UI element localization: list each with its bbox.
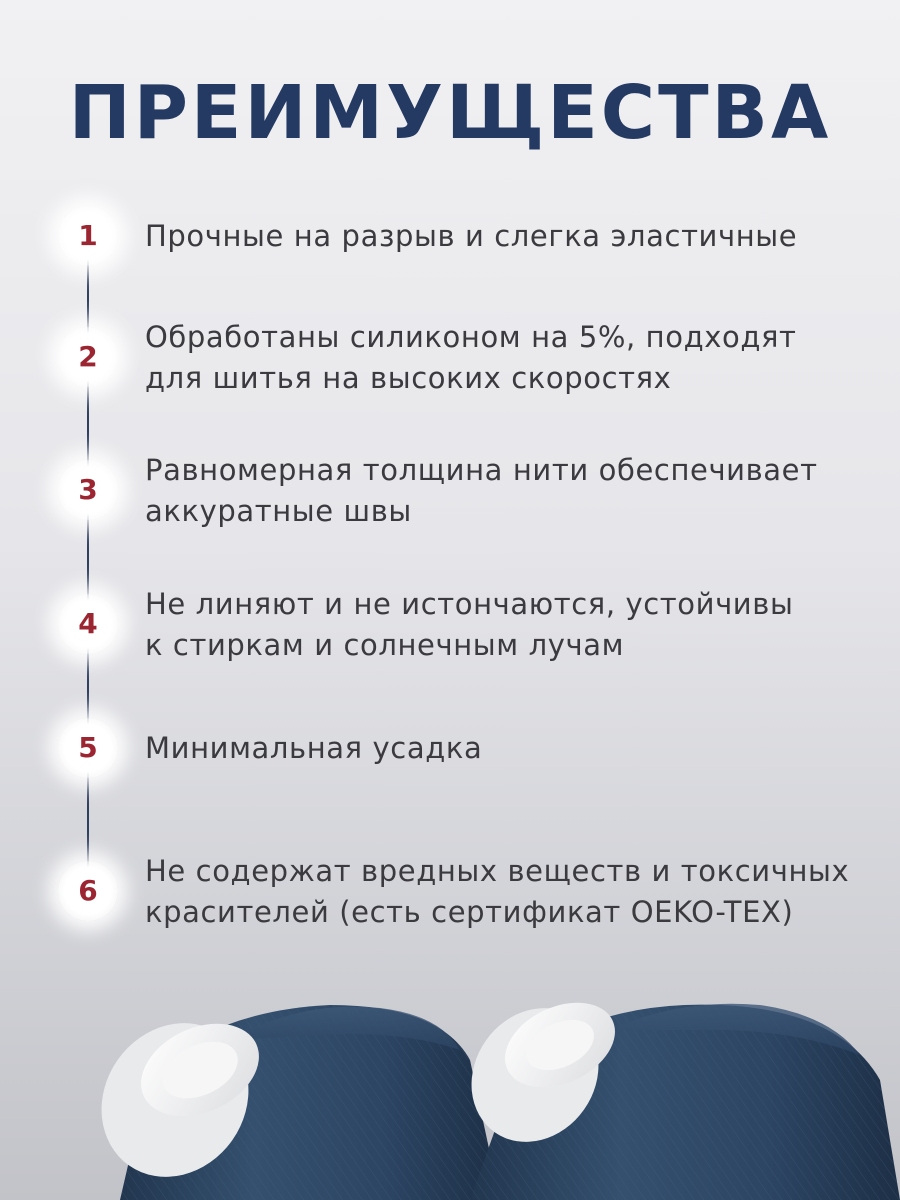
number-label: 3 <box>78 473 98 506</box>
number-badge-1 <box>58 206 118 266</box>
number-badge-4 <box>58 594 118 654</box>
advantage-text: Минимальная усадка <box>145 731 483 765</box>
thread-spools-illustration <box>0 990 900 1200</box>
spool-left <box>72 994 500 1200</box>
advantage-text: Обработаны силиконом на 5%, подходят для шитья на высоких скоростях <box>145 320 797 395</box>
page-title: ПРЕИМУЩЕСТВА <box>68 70 832 156</box>
advantage-text: Прочные на разрыв и слегка эластичные <box>145 219 798 253</box>
number-label: 4 <box>78 607 98 640</box>
number-label: 2 <box>78 340 98 373</box>
number-badge-3 <box>58 460 118 520</box>
number-label: 5 <box>78 731 98 764</box>
number-label: 1 <box>78 219 98 252</box>
number-label: 6 <box>78 874 98 907</box>
spool-right <box>446 990 900 1200</box>
number-badge-6 <box>58 861 118 921</box>
advantage-text: Не линяют и не истончаются, устойчивы к стиркам и солнечным лучам <box>145 587 794 662</box>
advantage-text: Не содержат вредных веществ и токсичных красителей (есть сертификат OEKO-TEX) <box>145 854 850 929</box>
number-badge-2 <box>58 327 118 387</box>
number-badge-5 <box>58 718 118 778</box>
advantage-text: Равномерная толщина нити обеспечивает аккуратные швы <box>145 453 818 528</box>
